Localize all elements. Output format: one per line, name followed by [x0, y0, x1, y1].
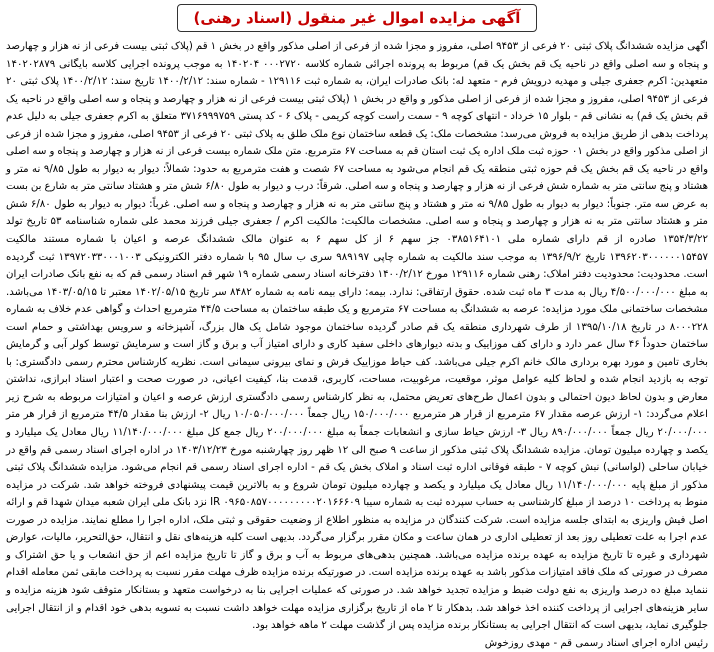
notice-signature: رئیس اداره اجرای اسناد رسمی قم - مهدی روزخوش: [484, 637, 708, 649]
notice-body: اگهی مزایده ششدانگ پلاک ثبتی ۲۰ فرعی از ۹۴۵۳ اصلی، مفروز و مجزا شده از فرعی از اصلی مذکور واقع در بخش ۱ قم (پلاک ثبتی بیست فرعی از نه هزار و چهارصد و پنجاه و سه اصلی واقع در ناحیه یک قم بخش یک قم) مربوط به پرونده اجرائی شماره کلاسه ۰۰۰۲۷۲۰ ۱۴۰۲۰۴ به موجب پرونده اجرایی کلاسه بایگانی ۱۴۰۲۰۲۸۷۹ متعهدین: اکرم جعفری جیلی و مهدیه درویش فرم - متعهد له: بانک صادرات ایران، به شماره ثبت ۱۲۹۱۱۶ - شماره سند: ۱۴۰۰/۲/۱۲ تاریخ سند: ۱۴۰۰/۲/۱۲ پلاک ثبتی ۲۰ فرعی از ۹۴۵۳ اصلی، مفروز و مجزا شده از فرعی از اصلی مذکور و واقع در بخش ۱ (پلاک ثبتی بیست فرعی از نه هزار و چهارصد و پنجاه و سه اصلی واقع در ناحیه یک قم بخش یک قم) به نشانی قم - بلوار ۱۵ خرداد - انتهای کوچه ۹ - سمت راست کوچه کریمی - پلاک ۶ - کد پستی ۳۷۱۶۹۹۹۷۵۹ متعلق به اکرم جعفری جیلی به دلیل عدم پرداخت بدهی از طریق مزایده به فروش می‌رسد: مشخصات ملک: یک قطعه ساختمان نوع ملک طلق به پلاک ثبتی ۲۰ فرعی از ۹۴۵۳ اصلی، مفروز و مجزا شده از فرعی از اصلی مذکور واقع در بخش ۰۱ حوزه ثبت ملک اداره یک ثبت استان قم به مساحت ۶۷ مترمربع. متن ملک شماره بیست فرعی از نه هزار و چهارصد و پنجاه و سه اصلی واقع در ناحیه یک قم بخش یک قم حوزه ثبتی منطقه یک قم انجام می‌شود به مساحت ۶۷ شصت و هفت مترمربع به حدود: شمالاً: دیوار به دیوار به طول ۹/۸۵ نه متر و هشتاد و پنج سانتی متر به شماره شش فرعی از نه هزار و چهارصد و پنجاه و سه اصلی. شرقاً: درب و دیوار به طول ۶/۸۰ شش متر و هشتاد سانتی متر به شارع بن بست به عرض سه متر. جنوباً: دیوار به دیوار به طول ۹/۸۵ نه متر و هشتاد و پنج سانتی متر به نه هزار و چهارصد و پنجاه و سه اصلی. غرباً: دیوار به دیوار به طول ۶/۸۰ شش متر و هشتاد سانتی متر به نه هزار و چهارصد و پنجاه و سه اصلی. مشخصات مالکیت: مالکیت اکرم / جعفری جیلی فرزند محمد علی شماره شناسنامه ۵۳ تاریخ تولد ۱۳۵۴/۳/۲۲ صادره از قم دارای شماره ملی ۰۳۸۵۱۶۴۱۰۱ جز سهم ۶ از کل سهم ۶ به عنوان مالک ششدانگ عرصه و اعیان با شماره مستند مالکیت ۱۳۹۶۲۰۳۰۰۰۰۰۰۱۵۴۵۷ تاریخ ۱۳۹۶/۹/۲ به موجب سند مالکیت به شماره چاپی ۹۸۹۱۹۷ سری ب سال ۹۵ با شماره دفتر الکترونیکی ۱۳۹۷۲۰۳۳۰۰۰۱۰۰۳ ثبت گردیده است. محدودیت: محدودیت دفتر املاک: رهنی شماره ۱۲۹۱۱۶ مورخ ۱۴۰۰/۲/۱۲ دفترخانه اسناد رسمی شماره ۱۹ شهر قم اسناد رسمی قم که به نفع بانک صادرات ایران به مبلغ ۴/۵۰۰/۰۰۰/۰۰۰ ریال به مدت ۳ ماه ثبت شده. حقوق ارتفاقی: ندارد. بیمه: دارای بیمه نامه به شماره ۸۴۸۲ سر تاریخ ۱۴۰۲/۰۵/۱۵ معتبر تا ۱۴۰۳/۰۵/۱۵ می‌باشد. مشخصات ساختمانی ملک مورد مزایده: عرصه به ششدانگ به مساحت ۶۷ مترمربع و یک طبقه ساختمان به مساحت ۴۴/۵ مترمربع احداث و گواهی عدم خلاف به شماره ۸۰۰۰۲۲۸ در تاریخ ۱۳۹۵/۱۰/۱۸ از طرف شهرداری منطقه یک قم صادر گردیده ساختمان موجود شامل یک هال بزرگ، آشپزخانه و سرویس بهداشتی و حمام است ساختمان حدوداً ۴۶ سال عمر دارد و دارای کف موزاییک و بدنه دیوارهای داخلی سفید کاری و دارای امتیاز آب و برق و گاز است و سرمایش توسط کولر آبی و گرمایش بخاری تامین و مورد بهره برداری مالک خانم اکرم جیلی می‌باشد. کف حیاط موزاییک فرش و نمای بیرونی سیمانی است. نظریه کارشناس محترم رسمی دادگستری: با توجه به بازدید انجام شده و لحاظ کلیه عوامل موثر، موقعیت، مرغوبیت، مساحت، کاربری، قدمت بنا، کیفیت اعیانی، در صورت صحت و اعتبار اسناد ابرازی، نداشتن معارض و بدون لحاظ دیون احتمالی و بدون اعمال طرح‌های تعریض محتمل، به نظر کارشناس رسمی دادگستری ارزش عرصه و اعیان و امتیازات مربوطه به شرح زیر اعلام می‌گردد: ۱- ارزش عرصه مقدار ۶۷ مترمربع از قرار هر مترمربع ۱۵۰/۰۰۰/۰۰۰ ریال جمعاً ۱۰/۰۵۰/۰۰۰/۰۰۰ ریال ۲- ارزش بنا مقدار ۴۴/۵ مترمربع از قرار هر متر ۲۰/۰۰۰/۰۰۰ ریال جمعاً ۸۹۰/۰۰۰/۰۰۰ ریال ۳- ارزش حیاط سازی و انشعابات جمعاً به مبلغ ۲۰۰/۰۰۰/۰۰۰ ریال جمع کل مبلغ ۱۱/۱۴۰/۰۰۰/۰۰۰ ریال معادل یک میلیارد و یکصد و چهارده میلیون تومان. مزایده ششدانگ پلاک ثبتی مذکور از ساعت ۹ صبح الی ۱۲ ظهر روز چهارشنبه مورخ ۱۴۰۳/۱۲/۲۳ در اداره اجرای اسناد رسمی قم واقع در خیابان ساحلی (لواسانی) نبش کوچه ۷ - طبقه فوقانی اداره ثبت اسناد و املاک بخش یک قم - اداره اجرای اسناد رسمی قم انجام می‌شود. مزایده ششدانگ پلاک ثبتی مذکور از مبلغ پایه ۱۱/۱۴۰/۰۰۰/۰۰۰ ریال معادل یک میلیارد و یکصد و چهارده میلیون تومان شروع و به بالاترین قیمت پیشنهادی فروخته خواهد شد. شرکت در مزایده منوط به پرداخت ۱۰ درصد از مبلغ کارشناسی به حساب سپرده ثبت به شماره سیبا ۰۹۶۵۰۸۵۷۰۰۰۰۰۰۰۰۰۲۰۱۶۶۶۰۹ IR نزد بانک ملی ایران شعبه میدان شهدا قم و ارائه اصل فیش واریزی به ابتدای جلسه مزایده است. شرکت کنندگان در مزایده به منظور اطلاع از وضعیت حقوقی و ثبتی ملک، اداره اجرا را مطلع نمایند. مزایده در صورت عدم اجرا به علت تعطیلی روز بعد از تعطیلی اداری در همان ساعت و مکان مقرر برگزار می‌گردد. بدیهی است کلیه هزینه‌های نقل و انتقال، حق‌التحریر، مالیات، عوارض شهرداری و غیره تا تاریخ مزایده به عهده برنده مزایده می‌باشد. همچنین بدهی‌های مربوط به آب و برق و گاز تا تاریخ مزایده اعم از حق انشعاب و یا حق اشتراک و مصرف در صورتی که ملک فاقد امتیازات مذکور باشد به عهده برنده مزایده است. در صورتیکه برنده مزایده ظرف مهلت مقرر نسبت به پرداخت مابقی ثمن معامله اقدام ننماید مبلغ ده درصد واریزی به نفع دولت ضبط و مزایده تجدید خواهد شد. در صورتی که عملیات اجرایی بنا به درخواست متعهد و بستانکار متوقف شود هزینه مزایده و سایر هزینه‌های اجرایی از پرداخت کننده اخذ خواهد شد. بدهکار تا ۲ ماه از تاریخ برگزاری مزایده مهلت خواهد داشت نسبت به تسویه بدهی خود اقدام و از انتقال اجرایی جلوگیری نماید، بدیهی است که انتقال اجرایی به بستانکار برنده مزایده پس از گذشت مهلت ۲ ماهه خواهد بود.: [6, 41, 709, 632]
title-container: [6, 4, 708, 34]
notice-title: آگهی مزایده اموال غیر منقول (اسناد رهنی): [177, 4, 538, 32]
